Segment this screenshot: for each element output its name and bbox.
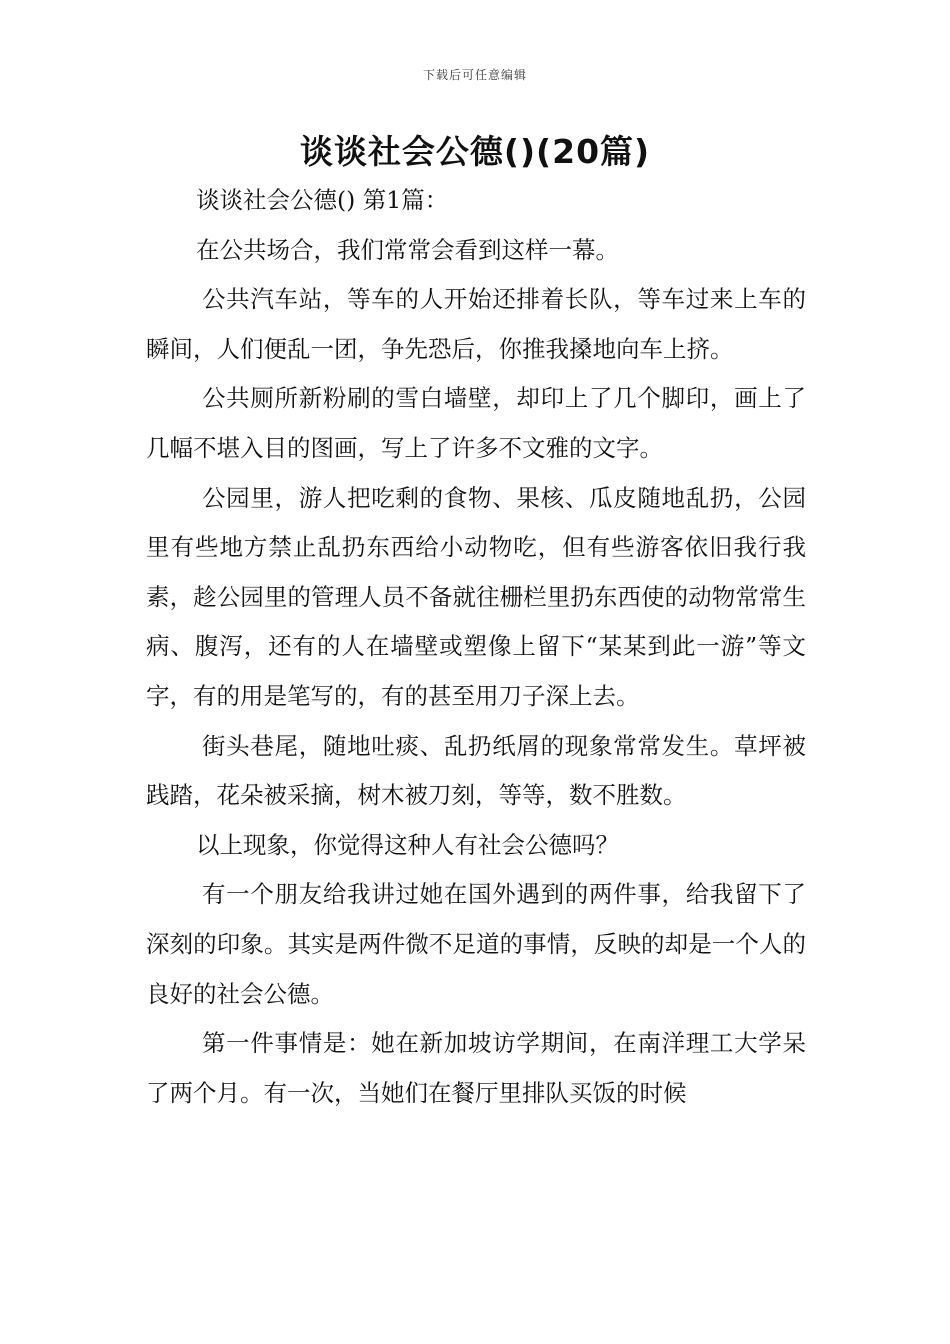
document-title: 谈谈社会公德()(20篇) — [299, 132, 651, 171]
paragraph: 公共厕所新粉刷的雪白墙壁，却印上了几个脚印，画上了几幅不堪入目的图画，写上了许多不文雅的文字。 — [146, 384, 806, 462]
paragraph: 在公共场合，我们常常会看到这样一幕。 — [196, 235, 619, 264]
paragraph: 以上现象，你觉得这种人有社会公德吗？ — [196, 830, 619, 859]
paragraph: 有一个朋友给我讲过她在国外遇到的两件事，给我留下了深刻的印象。其实是两件微不足道的事情，反映的却是一个人的良好的社会公德。 — [146, 880, 806, 1008]
paragraph: 谈谈社会公德() 第1篇： — [196, 186, 449, 214]
paragraph: 第一件事情是：她在新加坡访学期间，在南洋理工大学呆了两个月。有一次，当她们在餐厅里排队买饭的时候 — [146, 1029, 806, 1107]
paragraph: 街头巷尾，随地吐痰、乱扔纸屑的现象常常发生。草坪被践踏，花朵被采摘，树木被刀刻，等等，数不胜数。 — [146, 731, 806, 810]
paragraph: 公园里，游人把吃剩的食物、果核、瓜皮随地乱扔，公园里有些地方禁止乱扔东西给小动物吃，但有些游客依旧我行我素，趁公园里的管理人员不备就往栅栏里扔东西使的动物常常生病、腹泻，还有的人在墙壁或塑像上留下“某某到此一游”等文字，有的用是笔写的，有的甚至用刀子深上去。 — [146, 483, 806, 710]
paragraph: 公共汽车站，等车的人开始还排着长队，等车过来上车的瞬间，人们便乱一团，争先恐后，你推我搡地向车上挤。 — [146, 285, 806, 363]
document-body — [146, 176, 806, 1118]
header-note: 下载后可任意编辑 — [422, 68, 527, 82]
